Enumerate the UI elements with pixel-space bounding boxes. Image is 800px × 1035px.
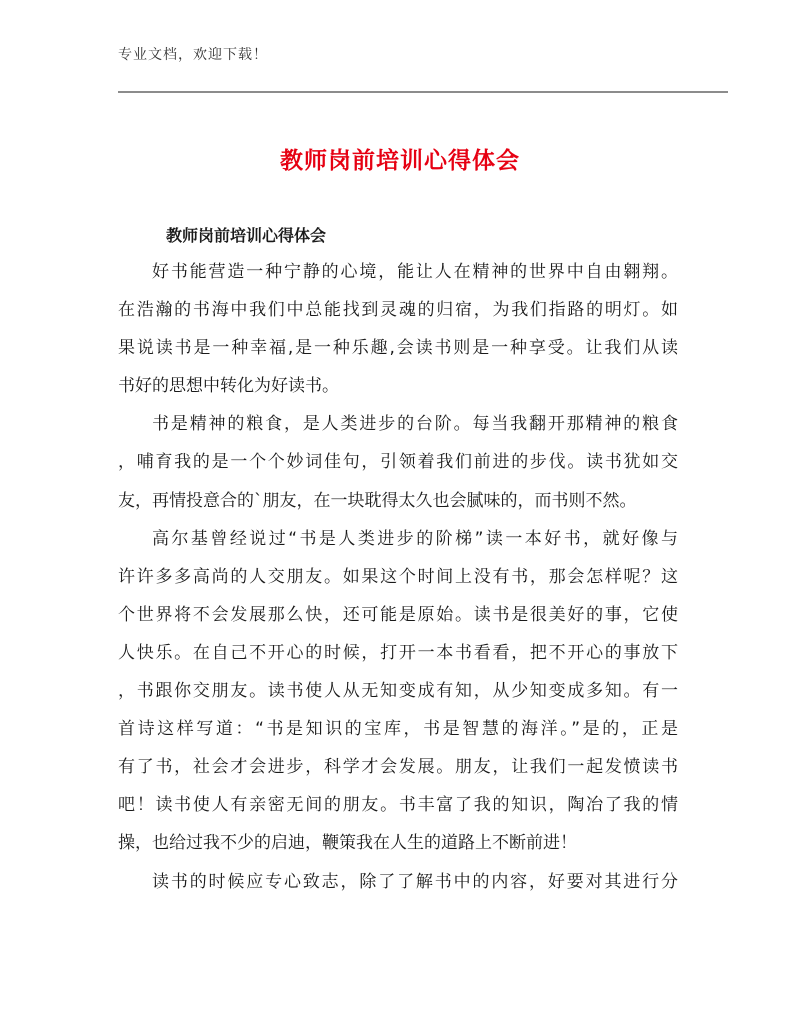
body-line: 在浩瀚的书海中我们中总能找到灵魂的归宿，为我们指路的明灯。如: [118, 300, 678, 321]
body-line: ，哺育我的是一个个妙词佳句，引领着我们前进的步伐。读书犹如交: [118, 452, 678, 473]
document-title: 教师岗前培训心得体会: [280, 148, 520, 174]
body-line: 人快乐。在自己不开心的时候，打开一本书看看，把不开心的事放下: [118, 642, 678, 663]
body-line: 吧！读书使人有亲密无间的朋友。书丰富了我的知识，陶冶了我的情: [118, 795, 678, 816]
document-subtitle: 教师岗前培训心得体会: [166, 226, 327, 245]
body-line: 读书的时候应专心致志，除了了解书中的内容，好要对其进行分: [152, 871, 678, 892]
body-line: 果说读书是一种幸福,是一种乐趣,会读书则是一种享受。让我们从读: [118, 338, 678, 359]
body-line: 友，再情投意合的`朋友，在一块耽得太久也会腻味的，而书则不然。: [118, 490, 637, 511]
header-divider: [118, 91, 728, 93]
body-line: 许许多多高尚的人交朋友。如果这个时间上没有书，那会怎样呢？这: [118, 566, 678, 587]
page-header-text: 专业文档，欢迎下载！: [118, 47, 268, 63]
body-line: 首诗这样写道：“书是知识的宝库，书是智慧的海洋。”是的，正是: [118, 719, 678, 740]
body-line: 操，也给过我不少的启迪，鞭策我在人生的道路上不断前进！: [118, 833, 577, 854]
body-line: 书是精神的粮食，是人类进步的台阶。每当我翻开那精神的粮食: [152, 414, 678, 435]
body-line: 有了书，社会才会进步，科学才会发展。朋友，让我们一起发愤读书: [118, 757, 678, 778]
body-line: 好书能营造一种宁静的心境，能让人在精神的世界中自由翱翔。: [152, 262, 678, 282]
body-line: 高尔基曾经说过“书是人类进步的阶梯”读一本好书，就好像与: [152, 528, 678, 549]
document-body: [118, 253, 678, 901]
body-line: ，书跟你交朋友。读书使人从无知变成有知，从少知变成多知。有一: [118, 681, 678, 702]
body-line: 个世界将不会发展那么快，还可能是原始。读书是很美好的事，它使: [118, 604, 678, 625]
body-line: 书好的思想中转化为好读书。: [118, 376, 339, 397]
